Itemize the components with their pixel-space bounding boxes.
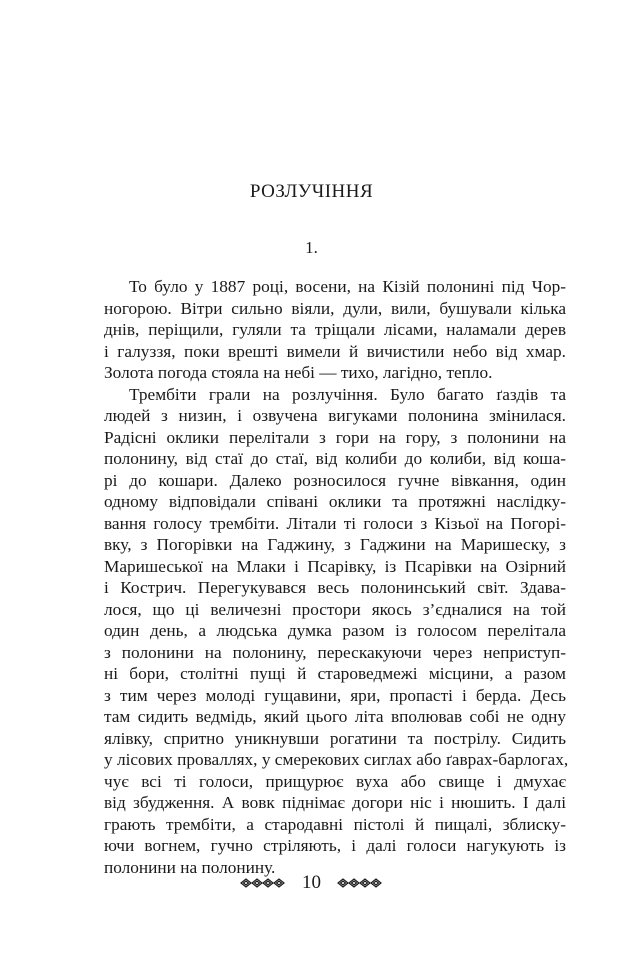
text-line: ні бори, столітні пущі й староведмежі місцини, а разом xyxy=(104,664,566,683)
text-line: вання голосу трембіти. Літали ті голоси з Кізьої на Погорі- xyxy=(104,513,566,533)
body-text xyxy=(104,276,569,878)
chapter-title: РОЗЛУЧІННЯ xyxy=(249,181,374,202)
page-footer xyxy=(0,872,623,894)
text-line: ючи вогнем, гучно стріляють, і далі голоси нагукують із xyxy=(104,836,566,855)
text-line: там сидить ведмідь, який цього літа вполював собі не одну xyxy=(104,707,566,726)
section-number: 1. xyxy=(305,238,318,257)
ornament-left-icon xyxy=(240,877,286,889)
paragraph xyxy=(104,276,566,384)
text-line: у лісових проваллях, у смерекових сиглах або ґаврах-барлогах, xyxy=(104,750,569,769)
text-line: Золота погода стояла на небі — тихо, лагідно, тепло. xyxy=(104,363,493,382)
text-line: ногорою. Вітри сильно віяли, дули, вили, бушували кілька xyxy=(104,298,566,318)
text-line: полонину, від стаї до стаї, від колиби до колиби, від коша- xyxy=(104,449,566,468)
paragraph xyxy=(104,384,569,879)
text-line: одному відповідали співані оклики та протяжні наслідку- xyxy=(104,492,566,511)
text-line: з тим через молоді гущавини, яри, пропасті і берда. Десь xyxy=(104,685,566,705)
text-line: Радісні оклики перелітали з гори на гору, з полонини на xyxy=(104,427,566,447)
text-line: лося, що ці величезні простори якось з’єдналися на той xyxy=(104,599,566,619)
page-number: 10 xyxy=(302,872,321,893)
text-line: То було у 1887 році, восени, на Кізій полонині під Чор- xyxy=(129,277,566,296)
text-line: чує всі ті голоси, прищурює вуха або свище і дмухає xyxy=(104,771,566,791)
text-line: і Кострич. Перегукувався весь полонинський світ. Здава- xyxy=(104,578,566,597)
text-line: один день, а людська думка разом із голосом перелітала xyxy=(104,621,566,640)
text-line: і галуззя, поки врешті вимели й вичистили небо від хмар. xyxy=(104,341,566,361)
ornament-right-icon xyxy=(337,877,383,889)
text-line: днів, періщили, гуляли та тріщали лісами, наламали дерев xyxy=(104,320,566,339)
text-line: рі до кошари. Далеко розносилося гучне вівкання, один xyxy=(104,470,566,490)
text-line: ялівку, спритно уникнувши рогатини та пострілу. Сидить xyxy=(104,728,566,748)
text-line: від збудження. А вовк піднімає догори ніс і нюшить. І далі xyxy=(104,793,566,812)
paragraph-container xyxy=(104,276,569,878)
text-line: полонини на полонину. xyxy=(104,857,276,877)
text-line: Трембіти грали на розлучіння. Було багато ґаздів та xyxy=(129,384,566,404)
text-line: вку, з Погорівки на Гаджину, з Гаджини на Маришеску, з xyxy=(104,535,566,554)
text-line: грають трембіти, а стародавні пістолі й пищалі, зблиску- xyxy=(104,814,566,834)
text-line: Маришеської на Млаки і Псарівку, із Псарівки на Озірний xyxy=(104,556,566,576)
text-line: з полонини на полонину, перескакуючи через неприступ- xyxy=(104,642,566,662)
text-line: людей з низин, і озвучена вигуками полонина змінилася. xyxy=(104,406,566,425)
